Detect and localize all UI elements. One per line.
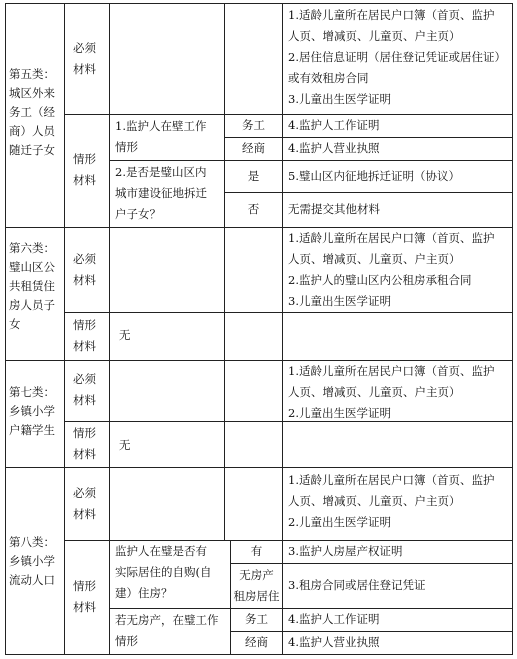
- option-label: 经商: [242, 141, 265, 155]
- category-title: 第七类： 乡镇小学 户籍学生: [9, 385, 55, 437]
- situation-value: 无: [119, 328, 131, 342]
- option-material: 4.监护人工作证明: [288, 612, 380, 626]
- category-title-line: 商）人员: [9, 124, 55, 138]
- category-title: 第六类： 璧山区公 共租赁住 房人员子 女: [9, 241, 55, 331]
- option-material: 4.监护人工作证明: [288, 118, 380, 132]
- required-label: 必须 材料: [73, 372, 96, 407]
- required-label: 必须 材料: [73, 252, 96, 287]
- situation-question: 监护人在璧是否有 实际居住的自购(自 建）住房？: [115, 544, 212, 600]
- category-title-line: 务工（经: [9, 105, 55, 119]
- required-label: 必须 材料: [73, 486, 96, 521]
- required-materials: 1.适龄儿童所在居民户口簿（首页、监护 人页、增减页、儿童页、户主页） 2.儿童出生医学证明: [288, 473, 495, 529]
- situation-question: 2.是否是璧山区内 城市建设征地拆迁 户子女？: [115, 165, 207, 221]
- option-label: 无房产 租房居住: [233, 568, 280, 603]
- category-title-line: 随迁子女: [9, 143, 55, 157]
- situation-label: 情形 材料: [73, 426, 96, 461]
- category-title: 第八类： 乡镇小学 流动人口: [9, 535, 55, 587]
- required-materials: 1.适龄儿童所在居民户口簿（首页、监护 人页、增减页、儿童页、户主页） 2.监护人的璧山区内公租房承租合同 3.儿童出生医学证明: [288, 231, 495, 308]
- situation-label: 情形 材料: [73, 579, 96, 614]
- required-materials: 1.适龄儿童所在居民户口簿（首页、监护 人页、增减页、儿童页、户主页） 2.儿童出生医学证明: [288, 364, 495, 420]
- option-material: 3.租房合同或居住登记凭证: [288, 578, 426, 592]
- option-label: 有: [250, 544, 263, 558]
- option-material: 5.璧山区内征地拆迁证明（协议）: [288, 169, 460, 183]
- option-material: 4.监护人营业执照: [288, 635, 380, 649]
- option-label: 经商: [245, 635, 268, 649]
- situation-value: 无: [119, 438, 131, 452]
- required-label: 必须 材料: [73, 41, 96, 76]
- category-title-line: 第五类：: [9, 67, 55, 81]
- category-title-line: 城区外来: [9, 86, 55, 100]
- situation-question: 若无房产，在璧工作 情形: [115, 613, 219, 648]
- option-label: 是: [247, 169, 260, 183]
- option-material: 无需提交其他材料: [288, 202, 380, 216]
- materials-table: [5, 3, 513, 655]
- required-materials: 1.适龄儿童所在居民户口簿（首页、监护 人页、增减页、儿童页、户主页） 2.居住信息证明（居住登记凭证或居住证） 或有效租房合同 3.儿童出生医学证明: [288, 8, 506, 106]
- situation-question: 1.监护人在壁工作 情形: [115, 119, 207, 154]
- option-material: 3.监护人房屋产权证明: [288, 544, 403, 558]
- option-label: 务工: [245, 612, 268, 626]
- option-label: 否: [247, 202, 260, 216]
- situation-label: 情形 材料: [73, 152, 96, 187]
- category-title: [9, 65, 63, 160]
- situation-label: 情形 材料: [73, 318, 96, 353]
- option-material: 4.监护人营业执照: [288, 141, 380, 155]
- option-label: 务工: [242, 118, 265, 132]
